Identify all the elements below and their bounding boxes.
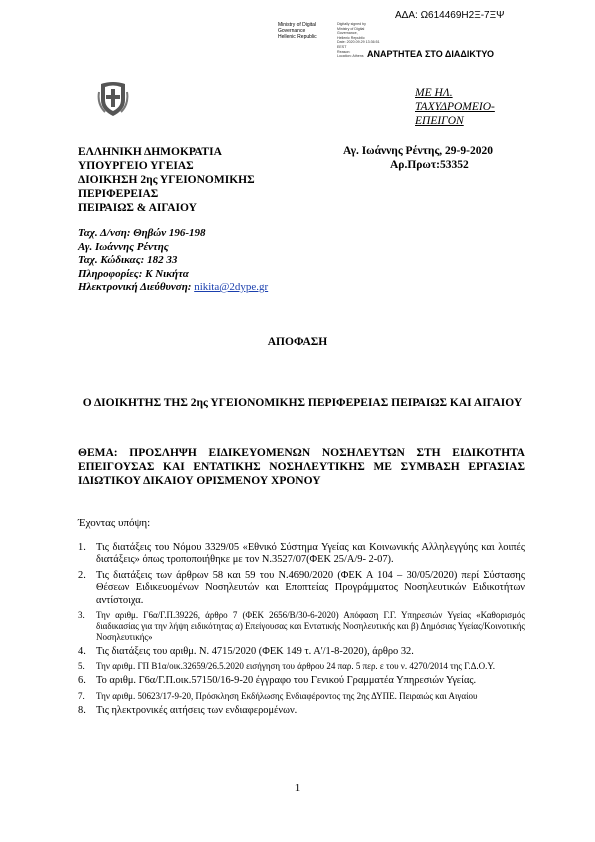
signature-line: Digitally signed by — [337, 22, 366, 26]
contact-info: Πληροφορίες: Κ Νικήτα — [78, 267, 189, 280]
item-text: Την αριθμ. ΓΠ Β1α/οικ.32659/26.5.2020 εισήγηση του άρθρου 24 παρ. 5 περ. ε του ν. 4270/2014 της Γ.Δ.Ο.Υ. — [96, 661, 496, 672]
list-item — [78, 705, 525, 717]
item-number: 4. — [78, 646, 86, 658]
contact-email-link[interactable]: nikita@2dype.gr — [194, 281, 269, 293]
contact-address: Ταχ. Δ/νση: Θηβών 196-198 — [78, 227, 206, 239]
item-text: Την αριθμ. 50623/17-9-20, Πρόσκληση Εκδήλωσης Ενδιαφέροντος της 2ης ΔΥΠΕ. Πειραιώς και Αιγαίου — [96, 690, 478, 701]
signature-line: Reason: — [337, 49, 351, 54]
signature-line: Governance, — [337, 31, 358, 36]
list-item — [78, 610, 525, 643]
considerations-list — [78, 542, 525, 720]
item-number: 8. — [78, 704, 86, 716]
issuer-line: ΔΙΟΙΚΗΣΗ 2ης ΥΓΕΙΟΝΟΜΙΚΗΣ — [78, 174, 255, 186]
coat-of-arms-icon — [97, 80, 129, 118]
ministry-line: Hellenic Republic — [278, 34, 317, 40]
item-text: Τις διατάξεις των άρθρων 58 και 59 του Ν.4690/2020 (ΦΕΚ Α 104 – 30/05/2020) περί Σύστασης Θέσεων Ειδικευομένων Νοσηλευτών και Εποπτείας Προγράμματος Νοσηλευτικών Ειδικοτήτων αντίστοιχα. — [96, 569, 525, 606]
signature-line: Hellenic Republic — [337, 35, 365, 40]
contact-city: Αγ. Ιωάννης Ρέντης — [78, 240, 169, 253]
list-item — [78, 661, 525, 672]
item-text: Το αριθμ. Γ6α/Γ.Π.οικ.57150/16-9-20 έγγραφο του Γενικού Γραμματέα Υπηρεσιών Υγείας. — [96, 675, 477, 687]
issuer-block — [78, 145, 255, 215]
item-number: 1. — [78, 542, 86, 553]
contact-email-row — [78, 281, 268, 295]
protocol-number: Αρ.Πρωτ:53352 — [390, 159, 469, 171]
decision-title: ΑΠΟΦΑΣΗ — [267, 336, 328, 348]
posted-online-label: ΑΝΑΡΤΗΤΕΑ ΣΤΟ ΔΙΑΔΙΚΤΥΟ — [367, 49, 494, 59]
ministry-line: Governance — [278, 28, 306, 34]
item-number: 3. — [78, 610, 85, 621]
issuer-line: ΥΠΟΥΡΓΕΙΟ ΥΓΕΙΑΣ — [78, 160, 194, 172]
list-item — [78, 675, 525, 687]
list-item — [78, 646, 525, 658]
list-item — [78, 570, 525, 607]
signature-line: Location: Athens — [337, 54, 364, 59]
director-heading: Ο ΔΙΟΙΚΗΤΗΣ ΤΗΣ 2ης ΥΓΕΙΟΝΟΜΙΚΗΣ ΠΕΡΙΦΕΡΕΙΑΣ ΠΕΙΡΑΙΩΣ ΚΑΙ ΑΙΓΑΙΟΥ — [82, 397, 523, 409]
contact-block — [78, 227, 268, 295]
signature-line: EEST — [337, 44, 347, 49]
email-note-line: ΜΕ ΗΛ. — [415, 87, 453, 99]
issuer-line: ΠΕΙΡΑΙΩΣ & ΑΙΓΑΙΟΥ — [78, 202, 197, 214]
contact-email-label: Ηλεκτρονική Διεύθυνση: — [78, 281, 195, 293]
item-number: 5. — [78, 661, 85, 672]
list-item — [78, 542, 525, 567]
ministry-line: Ministry of Digital — [278, 22, 317, 28]
subject-heading: ΘΕΜΑ: ΠΡΟΣΛΗΨΗ ΕΙΔΙΚΕΥΟΜΕΝΩΝ ΝΟΣΗΛΕΥΤΩΝ ΣΤΗ ΕΙΔΙΚΟΤΗΤΑ ΕΠΕΙΓΟΥΣΑΣ ΚΑΙ ΕΝΤΑΤΙΚΗΣ ΝΟΣΗΛΕΥΤΙΚΗΣ ΜΕ ΣΥΜΒΑΣΗ ΕΡΓΑΣΙΑΣ ΙΔΙΩΤΙΚΟΥ ΔΙΚΑΙΟΥ ΟΡΙΣΜΕΝΟΥ ΧΡΟΝΟΥ — [78, 447, 525, 487]
issuer-line: ΕΛΛΗΝΙΚΗ ΔΗΜΟΚΡΑΤΙΑ — [78, 146, 222, 158]
item-number: 7. — [78, 690, 85, 701]
email-note-line: ΤΑΧΥΔΡΟΜΕΙΟ- — [415, 101, 495, 113]
signature-line: Date: 2020.09.29 13:36:51 — [337, 40, 380, 45]
list-item — [78, 691, 525, 702]
email-note-line: ΕΠΕΙΓΟΝ — [415, 115, 464, 127]
page-number: 1 — [294, 782, 301, 794]
item-text: Τις διατάξεις του Νόμου 3329/05 «Εθνικό Σύστημα Υγείας και Κοινωνικής Αλληλεγγύης και λοιπές διατάξεις» όπως τροποποιήθηκε με τον Ν.3527/07(ΦΕΚ 25/Α/9- 2-07). — [96, 542, 525, 566]
item-text: Την αριθμ. Γ6α/Γ.Π.39226, άρθρο 7 (ΦΕΚ 2656/Β/30-6-2020) Απόφαση Γ.Γ. Υπηρεσιών Υγείας «Καθορισμός διαδικασίας για την λήψη ειδικότητας α) Επείγουσας και Εντατικής Νοσηλευτικής και β) Δημόσιας Υγείας/Κοινοτικής Νοσηλευτικής» — [96, 610, 525, 643]
signature-line: Ministry of Digital — [337, 26, 365, 31]
issuer-line: ΠΕΡΙΦΕΡΕΙΑΣ — [78, 188, 159, 200]
considering-label: Έχοντας υπόψη: — [78, 517, 151, 529]
item-text: Τις διατάξεις του αριθμ. Ν. 4715/2020 (ΦΕΚ 149 τ. Α'/1-8-2020), άρθρο 32. — [96, 646, 414, 658]
item-number: 2. — [78, 569, 86, 581]
item-number: 6. — [78, 675, 86, 687]
ada-code: ΑΔΑ: Ω614469Η2Ξ-7ΞΨ — [395, 10, 505, 21]
contact-postcode: Ταχ. Κώδικας: 182 33 — [78, 254, 178, 266]
item-text: Τις ηλεκτρονικές αιτήσεις των ενδιαφερομένων. — [96, 704, 298, 716]
place-date: Αγ. Ιωάννης Ρέντης, 29-9-2020 — [343, 145, 493, 157]
email-urgent-note — [415, 86, 495, 128]
